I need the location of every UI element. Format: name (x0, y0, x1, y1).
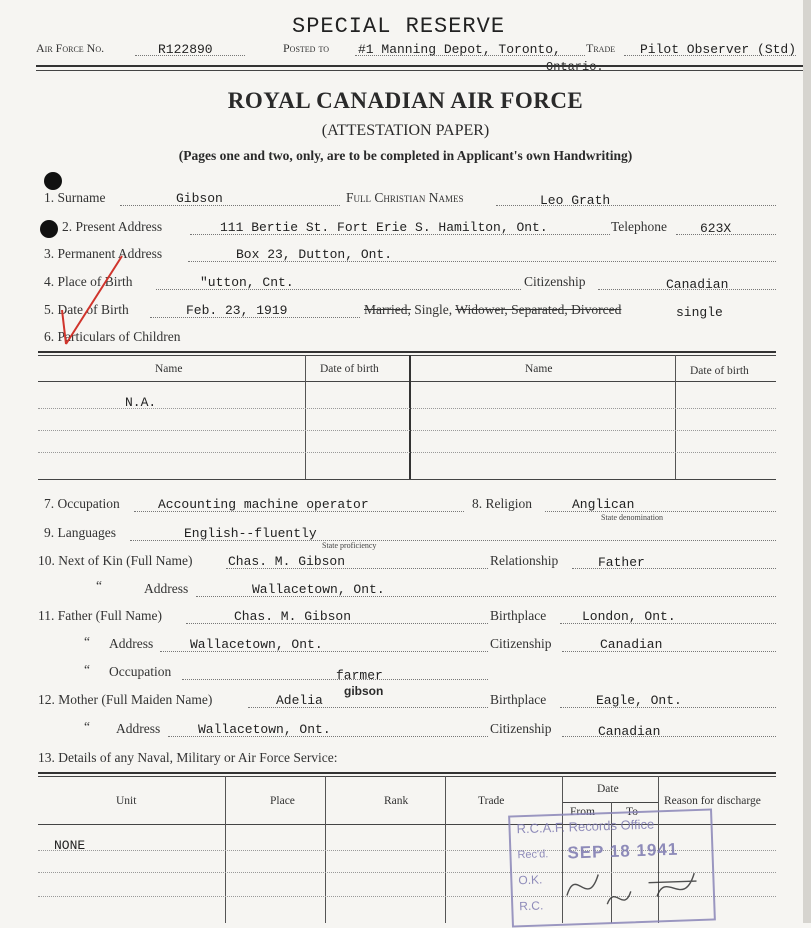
father-birthplace-value: London, Ont. (582, 609, 676, 624)
trade-label: Trade (586, 41, 616, 55)
service-header-reason: Reason for discharge (664, 795, 761, 807)
stamp-recd: Rec'd. (517, 848, 549, 862)
children-entry: N.A. (125, 395, 157, 410)
nok-address-label: Address (144, 581, 189, 596)
posted-to-label: Posted to (283, 41, 329, 55)
red-tick-mark (52, 252, 132, 352)
service-header-rank: Rank (384, 795, 409, 807)
children-header-dob-1: Date of birth (320, 363, 379, 375)
handwriting-note: (Pages one and two, only, are to be completed in Applicant's own Handwriting) (178, 148, 633, 163)
christian-names-value: Leo Grath (540, 193, 611, 208)
father-occupation-label: Occupation (109, 664, 172, 679)
mother-citizenship-value: Canadian (598, 724, 661, 739)
permanent-address-value: Box 23, Dutton, Ont. (236, 247, 393, 262)
mother-label: 12. Mother (Full Maiden Name) (38, 692, 213, 707)
religion-value: Anglican (572, 497, 635, 512)
father-birthplace-label: Birthplace (490, 608, 547, 623)
citizenship-value: Canadian (666, 277, 729, 292)
ditto-mark-4: “ (84, 719, 90, 734)
mother-name-value: Adelia (276, 693, 323, 708)
mother-citizenship-label: Citizenship (490, 721, 552, 736)
marital-status-value: single (676, 305, 723, 320)
place-of-birth-label: 4. Place of Birth (44, 274, 133, 289)
languages-value: English--fluently (184, 526, 317, 541)
children-header-name-2: Name (525, 363, 553, 375)
father-label: 11. Father (Full Name) (38, 608, 162, 623)
trade-value: Pilot Observer (Std) (640, 42, 797, 57)
service-label: 13. Details of any Naval, Military or Air Force Service: (38, 750, 338, 765)
children-header-name-1: Name (155, 363, 183, 375)
telephone-value: 623X (700, 221, 732, 236)
occupation-label: 7. Occupation (44, 496, 120, 511)
ditto-mark-3: “ (84, 662, 90, 677)
father-address-value: Wallacetown, Ont. (190, 637, 323, 652)
service-entry: NONE (54, 838, 86, 853)
religion-label: 8. Religion (472, 496, 532, 511)
surname-value: Gibson (176, 191, 223, 206)
records-office-stamp (508, 808, 716, 927)
posted-to-province: Ontario. (546, 60, 604, 74)
father-citizenship-value: Canadian (600, 637, 663, 652)
service-header-from: From (570, 806, 595, 818)
children-label: 6. Particulars of Children (44, 329, 181, 344)
mother-birthplace-label: Birthplace (490, 692, 547, 707)
form-subtitle: (ATTESTATION PAPER) (321, 122, 490, 139)
next-of-kin-value: Chas. M. Gibson (228, 554, 346, 569)
ditto-mark-1: “ (96, 578, 102, 593)
service-header-date: Date (597, 783, 619, 795)
form-title: ROYAL CANADIAN AIR FORCE (227, 88, 584, 113)
present-address-label: 2. Present Address (62, 219, 163, 234)
service-header-trade: Trade (478, 795, 505, 807)
special-reserve-stamp: SPECIAL RESERVE (292, 14, 506, 39)
punch-hole-2 (40, 220, 58, 238)
punch-hole-1 (44, 172, 62, 190)
date-of-birth-value: Feb. 23, 1919 (186, 303, 288, 318)
mother-address-value: Wallacetown, Ont. (198, 722, 331, 737)
next-of-kin-label: 10. Next of Kin (Full Name) (38, 553, 193, 568)
date-of-birth-label: 5. Date of Birth (44, 302, 129, 317)
posted-to: #1 Manning Depot, Toronto, (358, 42, 561, 57)
stamp-ok: O.K. (518, 872, 543, 888)
permanent-address-label: 3. Permanent Address (44, 246, 163, 261)
father-name-value: Chas. M. Gibson (234, 609, 352, 624)
father-citizenship-label: Citizenship (490, 636, 552, 651)
mother-birthplace-value: Eagle, Ont. (596, 693, 682, 708)
father-occupation-value: farmer (336, 668, 383, 683)
air-force-no-label: Air Force No. (36, 41, 105, 55)
children-header-dob-2: Date of birth (690, 365, 749, 377)
occupation-value: Accounting machine operator (158, 497, 369, 512)
place-of-birth-value: "utton, Cnt. (200, 275, 294, 290)
service-header-unit: Unit (116, 795, 137, 807)
mother-address-label: Address (116, 721, 161, 736)
relationship-value: Father (598, 555, 645, 570)
relationship-label: Relationship (490, 553, 559, 568)
nok-address-value: Wallacetown, Ont. (252, 582, 385, 597)
stamp-title: R.C.A.F. Records Office (516, 816, 655, 837)
ditto-mark-2: “ (84, 634, 90, 649)
surname-label: 1. Surname (44, 190, 106, 205)
languages-note: State proficiency (322, 541, 377, 550)
page-edge (803, 0, 811, 923)
stamp-initials (556, 851, 708, 920)
languages-label: 9. Languages (44, 525, 116, 540)
air-force-no: R122890 (158, 42, 213, 57)
telephone-label: Telephone (611, 219, 668, 234)
present-address-value: 111 Bertie St. Fort Erie S. Hamilton, Ont. (220, 220, 548, 235)
service-header-to: To (626, 806, 638, 818)
stamp-date: SEP 18 1941 (567, 839, 679, 863)
mother-surname-value: gibson (344, 684, 384, 698)
christian-names-label: Full Christian Names (346, 190, 464, 205)
service-header-place: Place (270, 795, 295, 807)
religion-note: State denomination (601, 513, 663, 522)
father-address-label: Address (109, 636, 154, 651)
citizenship-label: Citizenship (524, 274, 586, 289)
marital-status-options: Married, Single, Widower, Separated, Divorced (364, 302, 622, 317)
stamp-rc: R.C. (519, 898, 544, 914)
